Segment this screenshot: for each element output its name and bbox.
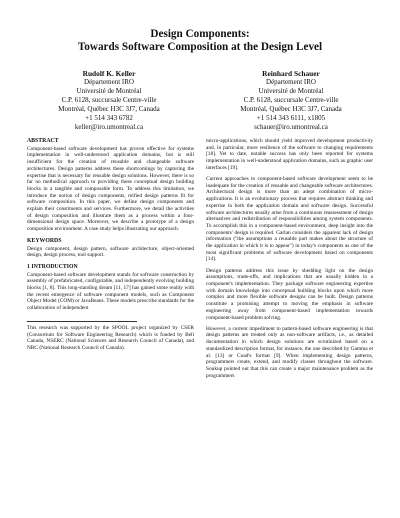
author-phone: +1 514 343 6782 <box>85 114 133 122</box>
author-university: Université de Montréal <box>258 87 324 95</box>
author-city: Montréal, Québec H3C 3J7, Canada <box>58 105 160 113</box>
left-column <box>27 138 194 384</box>
body-paragraph: Design patterns address this issue by shedding light on the design assumptions, trade-offs, and implications that are usually hidden in a component's implementation. They package software engineering expertise with domain knowledge into conceptual building blocks upon which more complex and more flexible software designs can be built. Design patterns constitute a promising attempt to moving the emphasis in software engineering away from component-based implementation towards component-based problem solving. <box>206 267 373 321</box>
paper-title <box>27 28 373 54</box>
author-name: Reinhard Schauer <box>262 69 320 78</box>
abstract-heading: ABSTRACT <box>27 138 59 144</box>
footnote-text: This research was supported by the SPOOL project organized by CSER (Consortium for Software Engineering Research) which is funded by Bell Canada, NSERC (National Sciences and Research Council of Canada), and NRC (National Research Council of Canada). <box>27 324 194 351</box>
footnote <box>27 321 194 352</box>
author-dept: Département IRO <box>84 78 134 86</box>
keywords-heading: KEYWORDS <box>27 237 62 244</box>
author-city: Montréal, Québec H3C 3J7, Canada <box>240 105 342 113</box>
author-address: C.P. 6128, succursale Centre-ville <box>243 96 339 104</box>
author-name: Rudolf K. Keller <box>82 69 136 78</box>
body-columns <box>27 138 373 384</box>
author-1 <box>34 69 184 132</box>
introduction-heading: 1 INTRODUCTION <box>27 263 78 270</box>
body-paragraph: However, a current impediment to pattern-based software engineering is that design patterns are treated only as non-software artifacts, i.e., as detailed documentation in which design solutions are scrutinized based on a standardized description format, for instance, the one described by Gamma et al. [13] or Coad's format [9]. When implementing design patterns, programmers create, extend, and modify classes throughout the software. Soukup pointed out that this can create a major maintenance problem as the programmers <box>206 325 373 379</box>
author-phone: +1 514 343 6111, x1805 <box>256 114 326 122</box>
abstract-text: Component-based software development has proven effective for systems implementation in well-understood application domains, but is still insufficient for the creation of reusable and changeable software architectures. Design patterns address these shortcomings by capturing the expertise that is necessary for reusable design solutions. However, there is so far no methodical approach to providing these conceptual design building blocks in a tangible and composable form. To address this limitation, we introduce the notion of design components, reified design patterns fit for software composition. In this paper, we define design components and explain their constituents and services. Furthermore, we detail the activities of design composition and illustrate them as a process within a four-dimensional design space. Moreover, we describe a prototype of a design composition environment. A case study helps illustrating our approach. <box>27 145 194 233</box>
introduction-paragraph: Component-based software development stands for software construction by assembly of prefabricated, configurable, and independently evolving building blocks [1, 8]. This long-standing dream [11, 17] has gained some reality with the recent emergence of software component models, such as Component Object Model (COM) or JavaBeans. These models prescribe standards for the collaboration of independent <box>27 271 194 312</box>
author-email: keller@iro.umontreal.ca <box>74 123 144 131</box>
title-line-1: Design Components: <box>150 28 250 40</box>
body-paragraph: micro-applications, which should yield improved development productivity and, in particular, more resilience of the software to changing requirements [18]. Yet to date, notable success has only been reported for systems implementation in well-understood application domains, such as graphic user interfaces [19]. <box>206 138 373 171</box>
author-dept: Département IRO <box>266 78 316 86</box>
author-address: C.P. 6128, succursale Centre-ville <box>61 96 157 104</box>
body-paragraph: Current approaches to component-based software development seem to be inadequate for the creation of reusable and changeable software architectures. Architectural design is more than an adept combination of micro-applications. It is an evolutionary process that requires abstract thinking and expertise in both the application domain and software design. Successful software architectures usually arise from a continuous reassessment of design alternatives and redistribution of responsibilities among system components. To accomplish this in a component-based environment, deep insight into the components' design is required. Garlan considers the apparent lack of design information ("the assumptions a reusable part makes about the structure of the application in which it is to appear") in today's components as one of the most significant problems of software development based on components [14]. <box>206 176 373 263</box>
author-email: schauer@iro.umontreal.ca <box>254 123 328 131</box>
author-2 <box>216 69 366 132</box>
right-column <box>206 138 373 384</box>
author-block <box>27 69 373 132</box>
title-line-2: Towards Software Composition at the Design Level <box>77 41 323 53</box>
author-university: Université de Montréal <box>76 87 142 95</box>
keywords-text: Design component, design pattern, software architecture, object-oriented design, design process, tool support. <box>27 245 194 259</box>
